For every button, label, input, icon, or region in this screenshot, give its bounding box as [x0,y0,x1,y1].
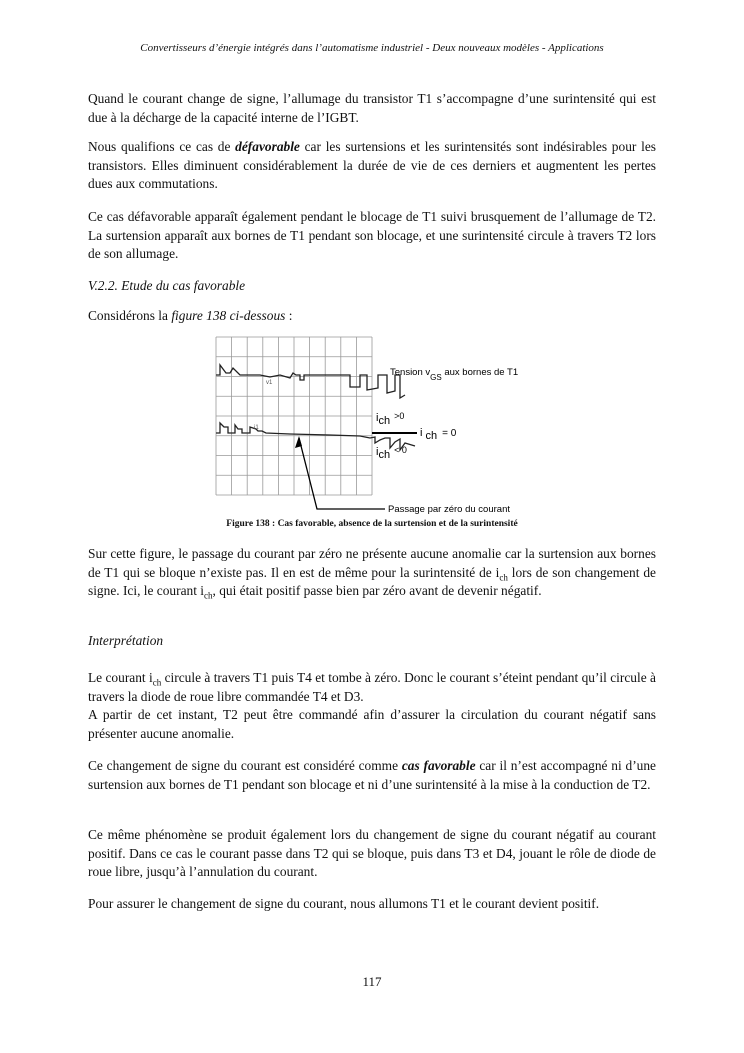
ich-zero-label: i ch = 0 [420,427,457,442]
paragraph-6: Le courant $i_{ch}$ circule à travers T1 puis T4 et tombe à zéro. Donc le courant s’éteint pendant qu’il circule à travers la diode de roue libre commandée T4 et D3. A partir de cet instant, T2 peut être commandé afin d’assurer la circulation du courant négatif sans présenter aucune anomalie. [88,670,656,741]
ich-positive-label: ich $^{>0}$ [376,411,405,427]
paragraph-2: Nous qualifions ce cas de défavorable car les surtensions et les surintensités sont indésirables pour les transistors. Elles diminuent considérablement la durée de vie de ces derniers et augmentent les pertes dues aux commutations. [88,139,656,191]
figure-oscillogram [200,325,560,520]
vgs-label: Tension $v_{GS}$ aux bornes de T1 [390,367,519,382]
ich-trace [216,423,415,450]
interpretation-heading: Interprétation [88,633,164,648]
page-number: 117 [362,974,382,989]
paragraph-8: Ce même phénomène se produit également lors du changement de signe du courant négatif au courant positif. Dans ce cas le courant passe dans T2 qui se bloque, puis dans T3 et D4, jouant le rôle de diode de roue libre, jusqu’à l’annulation du courant. [88,827,656,879]
paragraph-9: Pour assurer le changement de signe du courant, nous allumons T1 et le courant devient positif. [88,896,600,911]
vgs-trace [216,365,405,398]
arrow-label: Passage par zéro du courant [388,504,510,515]
paragraph-4: Considérons la figure 138 ci-dessous : [88,308,293,323]
paragraph-5: Sur cette figure, le passage du courant par zéro ne présente aucune anomalie car la surtension aux bornes de T1 qui se bloque n’existe pas. Il en est de même pour la surintensité de $i_{ch}$ lors de son changement de signe. Ici, le courant $i_{ch}$, qui était positif passe bien par zéro avant de devenir négatif. [88,546,657,601]
paragraph-1: Quand le courant change de signe, l’allumage du transistor T1 s’accompagne d’une surintensité qui est due à la décharge de la capacité interne de l’IGBT. [88,91,656,125]
figure-caption: Figure 138 : Cas favorable, absence de la surtension et de la surintensité [226,519,518,529]
trace-label-v1: v1 [266,380,273,386]
section-heading: V.2.2. Etude du cas favorable [88,278,246,293]
ich-negative-label: ich $^{< 0}$ [376,445,407,461]
running-header: Convertisseurs d’énergie intégrés dans l’automatisme industriel - Deux nouveaux modèles - Applications [140,42,604,54]
paragraph-3: Ce cas défavorable apparaît également pendant le blocage de T1 suivi brusquement de l’allumage de T2. La surtension apparaît aux bornes de T1 pendant son blocage, et une surintensité circule à travers T2 lors de son allumage. [88,209,656,261]
trace-label-i1: i1 [254,425,259,431]
paragraph-7: Ce changement de signe du courant est considéré comme cas favorable car il n’est accompagné ni d’une surtension aux bornes de T1 pendant son blocage et ni d’une surintensité à la mise à la conduction de T2. [88,758,656,792]
